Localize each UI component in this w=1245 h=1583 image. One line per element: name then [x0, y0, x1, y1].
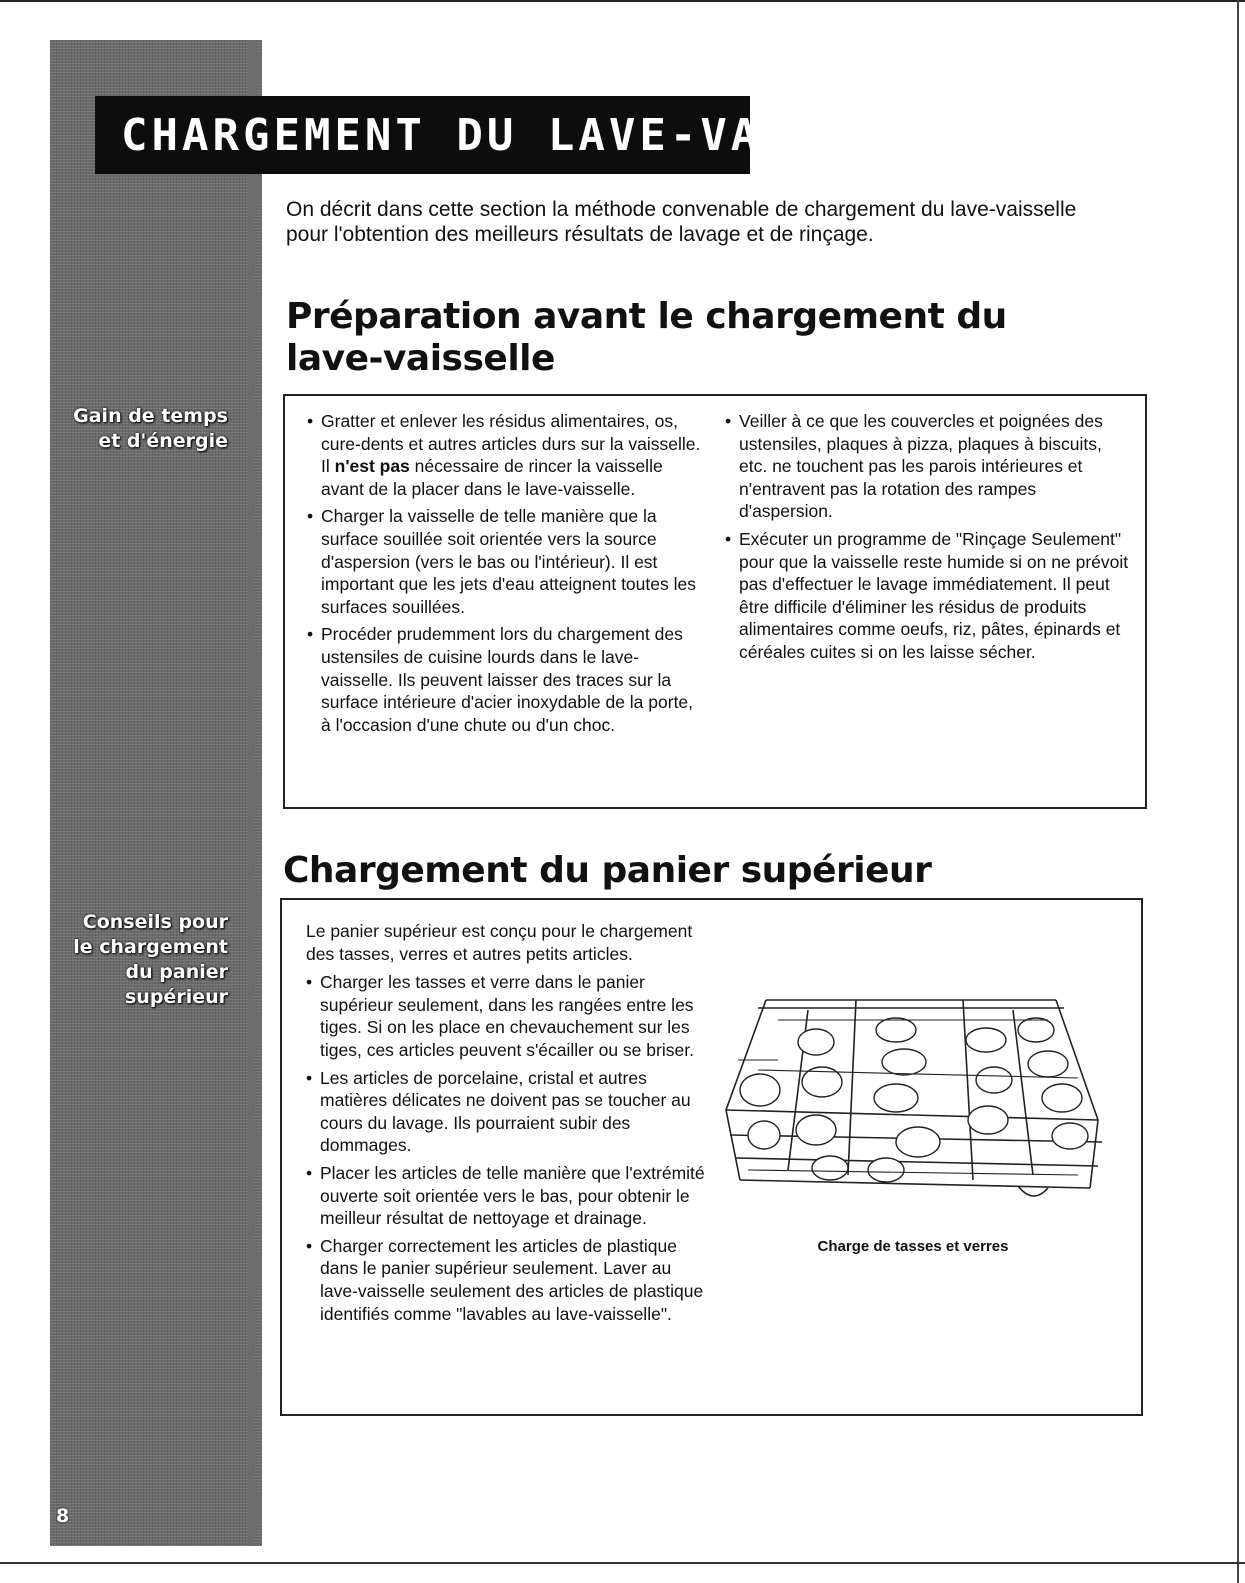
bottom-rule [0, 1562, 1245, 1564]
list-item: • Charger la vaisselle de telle manière que la surface souillée soit orientée vers la source d'aspersion (vers le bas ou l'intérieur). Il est important que les jets d'eau atteignent toutes les surfaces souillées. [307, 505, 707, 618]
sidebar-wavy-edge [248, 40, 278, 1546]
top-rule [0, 0, 1245, 2]
sidebar-label-line: du panier [125, 961, 228, 983]
preparation-right-column [725, 410, 1130, 669]
upper-rack-box [280, 898, 1143, 1416]
heading-line: lave-vaisselle [286, 338, 555, 379]
figure-caption: Charge de tasses et verres [817, 1238, 1009, 1255]
upper-rack-illustration [718, 970, 1108, 1270]
list-item: • Charger les tasses et verre dans le panier supérieur seulement, dans les rangées entre les tiges. Si on les place en chevauchement sur les tiges, ces articles peuvent s'écailler ou se briser. [306, 971, 706, 1061]
section-heading-preparation [286, 296, 1046, 380]
sidebar-label-upper-rack-tips [60, 910, 228, 1010]
sidebar-label-line: le chargement [73, 936, 228, 958]
upper-rack-intro: Le panier supérieur est conçu pour le chargement des tasses, verres et autres petits articles. [306, 921, 693, 964]
page-title: CHARGEMENT DU LAVE-VAISSELLE [121, 109, 975, 161]
preparation-box [283, 394, 1147, 809]
page-number: 8 [56, 1505, 70, 1527]
preparation-left-column [307, 410, 707, 741]
list-item: • Veiller à ce que les couvercles et poignées des ustensiles, plaques à pizza, plaques à biscuits, etc. ne touchent pas les parois intérieures et n'entravent pas la rotation des rampes d'aspersion. [725, 410, 1130, 523]
list-item: • Placer les articles de telle manière que l'extrémité ouverte soit orientée vers le bas, pour obtenir le meilleur résultat de nettoyage et drainage. [306, 1162, 706, 1230]
sidebar-label-line: Conseils pour [82, 911, 228, 933]
list-item: • Charger correctement les articles de plastique dans le panier supérieur seulement. Laver au lave-vaisselle seulement des articles de plastique identifiés comme "lavables au lave-vaisselle". [306, 1235, 706, 1325]
list-item: • Les articles de porcelaine, cristal et autres matières délicates ne doivent pas se toucher au cours du lavage. Ils pourraient subir des dommages. [306, 1067, 706, 1157]
list-item: • Procéder prudemment lors du chargement des ustensiles de cuisine lourds dans le lave-vaisselle. Ils peuvent laisser des traces sur la surface intérieure d'acier inoxydable de la porte, à l'occasion d'une chute ou d'un choc. [307, 623, 707, 736]
list-item: • Exécuter un programme de "Rinçage Seulement" pour que la vaisselle reste humide si on ne prévoit pas d'effectuer le lavage immédiatement. Il peut être difficile d'éliminer les résidus de produits alimentaires comme oeufs, riz, pâtes, épinards et céréales cuites si on les laisse sécher. [725, 528, 1130, 664]
upper-rack-text-column [306, 920, 706, 1330]
sidebar-label-line: et d'énergie [98, 430, 228, 452]
section-heading-upper-rack: Chargement du panier supérieur [283, 850, 932, 891]
list-item: • Gratter et enlever les résidus alimentaires, os, cure-dents et autres articles durs sur la vaisselle. Il n'est pas nécessaire de rincer la vaisselle avant de la placer dans le lave-vaisselle. [307, 410, 707, 500]
sidebar-label-line: supérieur [125, 986, 228, 1008]
heading-line: Préparation avant le chargement du [286, 296, 1007, 337]
page-title-bar [95, 96, 975, 174]
sidebar-label-line: Gain de temps [73, 405, 228, 427]
right-rule [1237, 0, 1239, 1583]
sidebar-label-time-energy [60, 404, 228, 454]
sidebar-band [50, 40, 262, 1546]
intro-paragraph: On décrit dans cette section la méthode convenable de chargement du lave-vaisselle pour l'obtention des meilleurs résultats de lavage et de rinçage. [286, 198, 1077, 246]
